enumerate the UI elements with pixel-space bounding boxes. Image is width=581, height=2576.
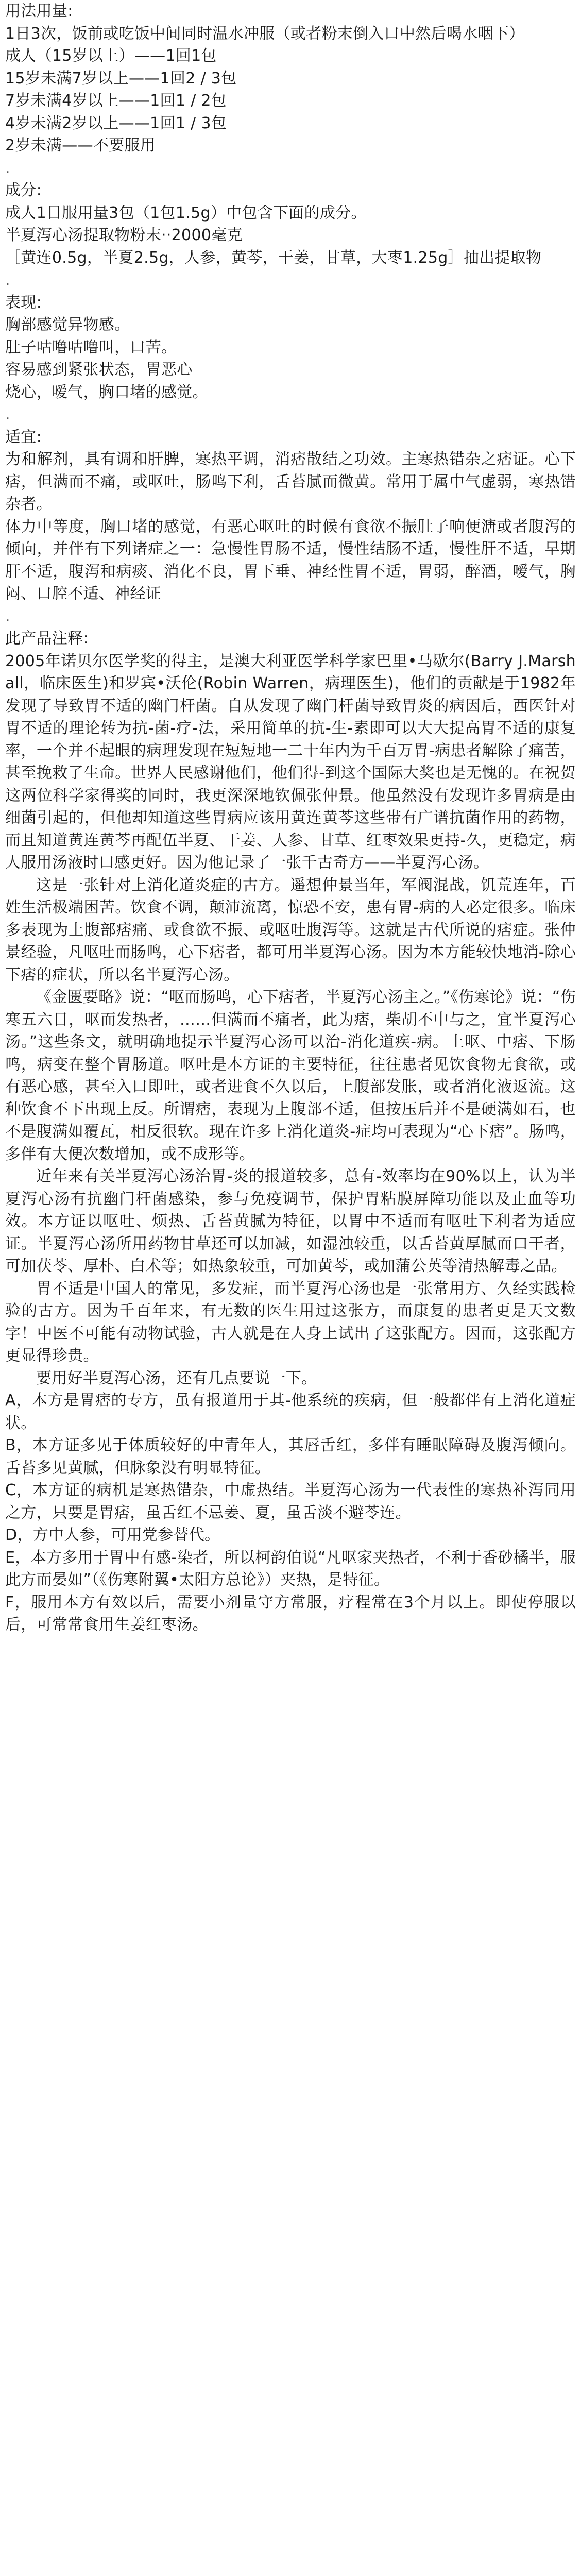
- notes-paragraph: 《金匮要略》说：“呕而肠鸣，心下痞者，半夏泻心汤主之。”《伤寒论》说：“伤寒五六日，呕而发热者，……但满而不痛者，此为痞，柴胡不中与之，宜半夏泻心汤。”这些条文，就明确地提示半夏泻心汤可以治-消化道疾-病。上呕、中痞、下肠鸣，病变在整个胃肠道。呕吐是本方证的主要特征，往往患者见饮食物无食欲，或有恶心感，甚至入口即吐，或者进食不久以后，上腹部发胀，或者消化液返流。这种饮食不下出现上反。所谓痞，表现为上腹部不适，但按压后并不是硬满如石，也不是腹满如覆瓦，相反很软。现在许多上消化道炎-症均可表现为“心下痞”。肠鸣，多伴有大便次数增加，或不成形等。: [5, 988, 576, 1163]
- dosage-section: [5, 0, 576, 157]
- notes-list-item: F，服用本方有效以后，需要小剂量守方常服，疗程常在3个月以上。即使停服以后，可常常食用生姜红枣汤。: [5, 1593, 576, 1634]
- dosage-line: 成人（15岁以上）——1回1包: [5, 47, 217, 65]
- dosage-line: 15岁未满7岁以上——1回2 / 3包: [5, 69, 237, 88]
- indications-paragraph: 为和解剂，具有调和肝脾，寒热平调，消痞散结之功效。主寒热错杂之痞证。心下痞，但满而不痛，或呕吐，肠鸣下利，舌苔腻而微黄。常用于属中气虚弱，寒热错杂者。: [5, 450, 576, 513]
- symptoms-heading: 表现:: [5, 293, 42, 312]
- symptoms-section: [5, 292, 576, 404]
- symptoms-line: 烧心，嗳气，胸口堵的感觉。: [5, 383, 208, 401]
- dosage-line: 7岁未满4岁以上——1回1 / 2包: [5, 92, 227, 110]
- notes-paragraph: 要用好半夏泻心汤，还有几点要说一下。: [36, 1369, 317, 1387]
- notes-paragraph: 这是一张针对上消化道炎症的古方。遥想仲景当年，军阀混战，饥荒连年，百姓生活极端困苦。饮食不调，颠沛流离，惊恐不安，患有胃-病的人必定很多。临床多表现为上腹部痞痛、或食欲不振、或呕吐腹泻等。这就是古代所说的痞症。张仲景经验，凡呕吐而肠鸣，心下痞者，都可用半夏泻心汤。因为本方能较快地消-除心下痞的症状，所以名半夏泻心汤。: [5, 876, 576, 984]
- symptoms-line: 肚子咕噜咕噜叫，口苦。: [5, 338, 177, 357]
- notes-list-item: D，方中人参，可用党参替代。: [5, 1526, 220, 1544]
- dosage-line: 2岁未满——不要服用: [5, 137, 156, 155]
- notes-heading: 此产品注释:: [5, 630, 89, 648]
- ingredients-heading: 成分:: [5, 181, 42, 199]
- notes-section: [5, 628, 576, 1636]
- notes-list-item: B，本方证多见于体质较好的中青年人，其唇舌红，多伴有睡眠障碍及腹泻倾向。舌苔多见黄腻，但脉象没有明显特征。: [5, 1436, 576, 1477]
- symptoms-line: 胸部感觉异物感。: [5, 316, 130, 334]
- notes-list-item: C，本方证的病机是寒热错杂，中虚热结。半夏泻心汤为一代表性的寒热补泻同用之方，只要是胃痞，虽舌红不忌姜、夏，虽舌淡不避苓连。: [5, 1481, 576, 1522]
- dosage-line: 4岁未满2岁以上——1回1 / 3包: [5, 114, 227, 132]
- notes-paragraph: 近年来有关半夏泻心汤治胃-炎的报道较多，总有-效率均在90%以上，认为半夏泻心汤有抗幽门杆菌感染，参与免疫调节，保护胃粘膜屏障功能以及止血等功效。本方证以呕吐、烦热、舌苔黄腻为特征，以胃中不适而有呕吐下利者为适应证。半夏泻心汤所用药物甘草还可以加减，如湿浊较重，以舌苔黄厚腻而口干者，可加茯苓、厚朴、白术等；如热象较重，可加黄芩，或加蒲公英等清热解毒之品。: [5, 1167, 576, 1275]
- ingredients-line: ［黄连0.5g，半夏2.5g，人参，黄芩，干姜，甘草，大枣1.25g］抽出提取物: [5, 248, 542, 267]
- symptoms-line: 容易感到紧张状态，胃恶心: [5, 361, 193, 379]
- dosage-line: 1日3次，饭前或吃饭中间同时温水冲服（或者粉末倒入口中然后喝水咽下）: [5, 24, 525, 43]
- indications-paragraph: 体力中等度，胸口堵的感觉，有恶心呕吐的时候有食欲不振肚子响便溏或者腹泻的倾向，并伴有下列诸症之一：急慢性胃肠不适，慢性结肠不适，慢性肝不适，早期肝不适，腹泻和病痰、消化不良，胃下垂、神经性胃不适，胃弱，醉酒，嗳气，胸闷、口腔不适、神经证: [5, 517, 576, 603]
- dosage-heading: 用法用量:: [5, 2, 73, 20]
- section-separator: .: [5, 607, 10, 625]
- indications-heading: 适宜:: [5, 428, 42, 446]
- section-separator: .: [5, 271, 10, 289]
- notes-list-item: E，本方多用于胃中有感-染者，所以柯韵伯说“凡呕家夹热者，不利于香砂橘半，服此方而晏如”（《伤寒附翼•太阳方总论》）夹热，是特征。: [5, 1548, 576, 1589]
- ingredients-section: [5, 179, 576, 269]
- notes-list-item: A，本方是胃痞的专方，虽有报道用于其-他系统的疾病，但一般都伴有上消化道症状。: [5, 1392, 576, 1432]
- ingredients-line: 成人1日服用量3包（1包1.5g）中包含下面的成分。: [5, 204, 367, 222]
- indications-section: [5, 426, 576, 605]
- notes-paragraph: 胃不适是中国人的常见，多发症，而半夏泻心汤也是一张常用方、久经实践检验的古方。因为千百年来，有无数的医生用过这张方，而康复的患者更是天文数字！中医不可能有动物试验，古人就是在人身上试出了这张配方。因而，这张配方更显得珍贵。: [5, 1279, 576, 1365]
- notes-paragraph: 2005年诺贝尔医学奖的得主，是澳大利亚医学科学家巴里•马歇尔(Barry J.Marshall，临床医生)和罗宾•沃伦(Robin Warren，病理医生)，他们的贡献是于1982年发现了导致胃不适的幽门杆菌。自从发现了幽门杆菌导致胃炎的病因后，西医针对胃不适的理论转为抗-菌-疗-法，采用简单的抗-生-素即可以大大提高胃不适的康复率，一个并不起眼的病理发现在短短地一二十年内为千百万胃-病患者解除了痛苦，甚至挽救了生命。世界人民感谢他们，他们得-到这个国际大奖也是无愧的。在祝贺这两位科学家得奖的同时，我更深深地钦佩张仲景。他虽然没有发现许多胃病是由细菌引起的，但他却知道这些胃病应该用黄连黄芩这些带有广谱抗菌作用的药物，而且知道黄连黄芩再配伍半夏、干姜、人参、甘草、红枣效果更持-久，更稳定，病人服用汤液时口感更好。因为他记录了一张千古奇方——半夏泻心汤。: [5, 652, 576, 872]
- ingredients-line: 半夏泻心汤提取物粉末··2000毫克: [5, 226, 243, 244]
- section-separator: .: [5, 405, 10, 423]
- section-separator: .: [5, 159, 10, 177]
